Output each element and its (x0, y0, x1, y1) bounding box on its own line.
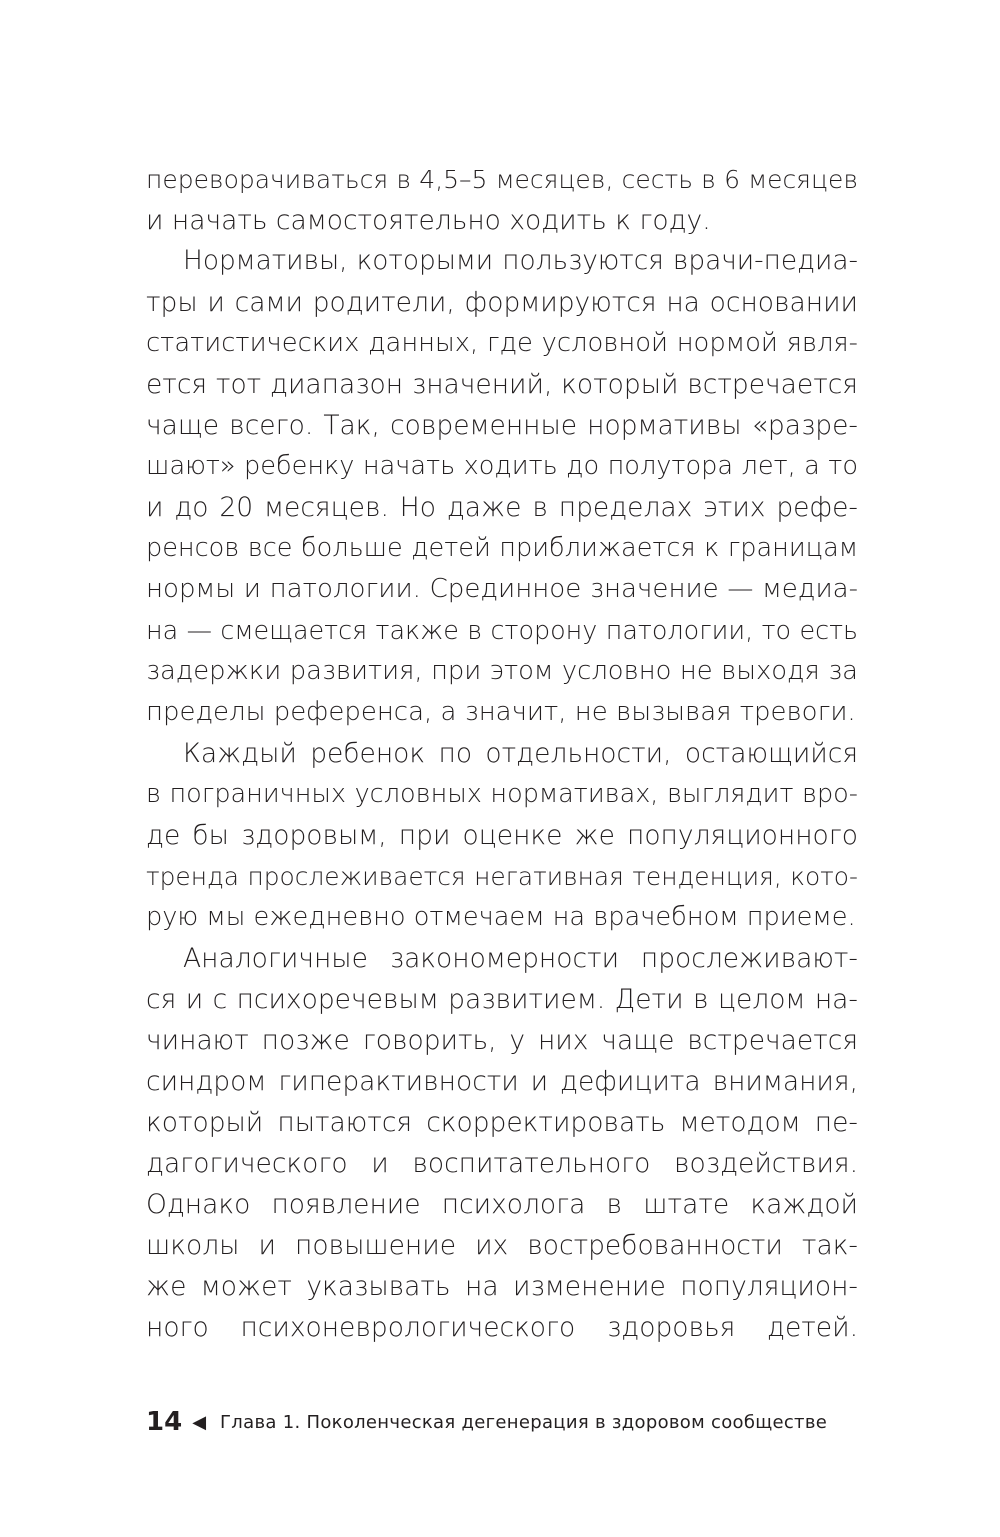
text-line: ренсов все больше детей приближается к границам (146, 533, 858, 563)
text-line: дагогического и воспитательного воздействия. (146, 1148, 858, 1179)
text-line: переворачиваться в 4,5–5 месяцев, сесть в 6 месяцев (146, 165, 858, 194)
text-line: школы и повышение их востребованности так- (146, 1230, 858, 1261)
text-line: синдром гиперактивности и дефицита внимания, (146, 1066, 858, 1097)
text-line: тренда прослеживается негативная тенденция, кото- (146, 862, 858, 891)
text-line: в пограничных условных нормативах, выглядит вро- (146, 779, 858, 809)
text-line: ется тот диапазон значений, который встречается (146, 369, 858, 400)
running-head: Глава 1. Поколенческая дегенерация в здоровом сообществе (220, 1411, 828, 1433)
page-number: 14 (146, 1407, 183, 1437)
text-line: шают» ребенку начать ходить до полутора лет, а то (146, 451, 858, 481)
text-line: пределы референса, а значит, не вызывая тревоги. (146, 697, 856, 727)
text-line: де бы здоровым, при оценке же популяционного (146, 820, 858, 851)
text-line: чинают позже говорить, у них чаще встречается (146, 1025, 858, 1056)
text-line: Однако появление психолога в штате каждой (146, 1189, 858, 1220)
text-line: Аналогичные закономерности прослеживают- (183, 943, 858, 974)
text-line: ного психоневрологического здоровья детей. (146, 1312, 858, 1343)
body-text (146, 159, 858, 1348)
text-line: задержки развития, при этом условно не выходя за (146, 656, 858, 686)
text-line: нормы и патологии. Срединное значение — медиа- (146, 574, 858, 604)
text-line: рую мы ежедневно отмечаем на врачебном приеме. (146, 902, 856, 932)
left-triangle-icon: ◀ (192, 1411, 207, 1433)
page-footer (146, 1406, 827, 1438)
text-line: чаще всего. Так, современные нормативы «разре- (146, 410, 858, 441)
text-line: тры и сами родители, формируются на основании (146, 287, 858, 318)
text-line: и до 20 месяцев. Но даже в пределах этих рефе- (146, 492, 858, 523)
text-line: статистических данных, где условной нормой явля- (146, 328, 858, 358)
text-line: Нормативы, которыми пользуются врачи-педиа- (183, 246, 858, 276)
text-line: на — смещается также в сторону патологии, то есть (146, 615, 858, 645)
text-line: который пытаются скорректировать методом пе- (146, 1107, 858, 1138)
text-line: же может указывать на изменение популяцион- (146, 1271, 858, 1302)
text-line: Каждый ребенок по отдельности, остающийся (183, 738, 858, 769)
text-line: и начать самостоятельно ходить к году. (146, 205, 711, 236)
text-line: ся и с психоречевым развитием. Дети в целом на- (146, 984, 858, 1015)
